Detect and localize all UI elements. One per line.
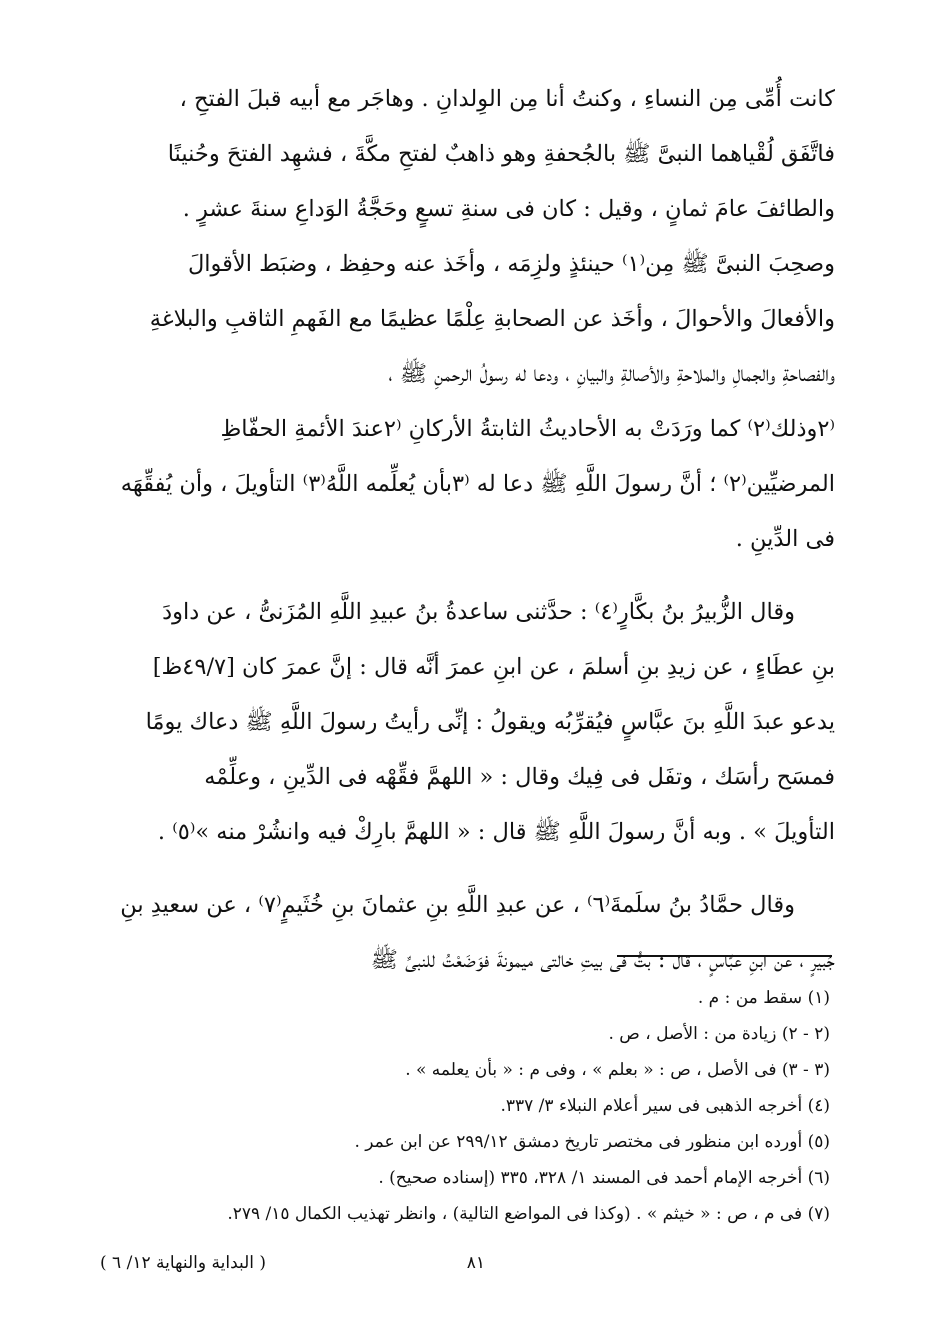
footnote: (٥) أورده ابن منظور فى مختصر تاريخ دمشق ٢٩٩/١٢ عن ابن عمر .	[354, 1132, 830, 1152]
body-line: المرضيِّين⁽٢⁾ ؛ أنَّ رسولَ اللَّهِ ﷺ دعا له ⁽٣بأن يُعلِّمه اللَّهُ⁽٣⁾ التأويلَ ، وأن يُفقِّهَه	[120, 471, 835, 497]
body-line: فى الدِّينِ .	[735, 526, 835, 552]
body-line: وقال الزُّبيرُ بنُ بكَّارٍ⁽٤⁾ : حدَّثنى ساعدةُ بنُ عبيدِ اللَّهِ المُزَنىُّ ، عن داودَ	[162, 599, 795, 625]
footnote: (٤) أخرجه الذهبى فى سير أعلام النبلاء ٣/ ٣٣٧.	[500, 1096, 830, 1116]
footnote: (٦) أخرجه الإمام أحمد فى المسند ١/ ٣٢٨، ٣٣٥ (إسناده صحيح) .	[378, 1168, 830, 1188]
body-line: فمسَح رأسَك ، وتفَل فى فِيك وقال : « اللهمَّ فقِّهْه فى الدِّينِ ، وعلِّمْه	[204, 764, 835, 790]
body-line: والفصاحةِ والجمالِ والملاحةِ والأصالةِ والبيانِ ، ودعا له رسولُ الرحمنِ ﷺ ،	[388, 361, 835, 387]
page-footer	[100, 1248, 830, 1278]
body-line: كانت أُمِّى مِن النساءِ ، وكنتُ أنا مِن الوِلدانِ . وهاجَر مع أبيه قبلَ الفتحِ ،	[179, 86, 835, 112]
footnote: (٢ - ٢) زيادة من : الأصل ، ص .	[608, 1024, 830, 1044]
body-line: وصحِبَ النبىَّ ﷺ مِن⁽١⁾ حينئذٍ ولزِمَه ، وأخَذ عنه وحفِظ ، وضبَط الأقوالَ	[187, 251, 835, 277]
body-line: بنِ عطَاءٍ ، عن زيدِ بنِ أسلمَ ، عن ابنِ عمرَ أنَّه قال : إنَّ عمرَ كان [٤٩/٧ظ]	[152, 654, 835, 680]
footnote: (٣ - ٣) فى الأصل ، ص : « بعلم » ، وفى م : « بأن يعلمه » .	[405, 1060, 830, 1080]
body-line: يدعو عبدَ اللَّهِ بنَ عبَّاسٍ فيُقرِّبُه ويقولُ : إنِّى رأيتُ رسولَ اللَّهِ ﷺ دعاك يومًا	[145, 709, 835, 735]
footnote: (٧) فى م ، ص : « خيثم » . (وكذا فى المواضع التالية) ، وانظر تهذيب الكمال ١٥/ ٢٧٩.	[227, 1204, 830, 1224]
body-line: وقال حمَّادُ بنُ سلَمةَ⁽٦⁾ ، عن عبدِ اللَّهِ بنِ عثمانَ بنِ خُثَيمٍ⁽٧⁾ ، عن سعيدِ بنِ	[120, 892, 795, 918]
main-text	[115, 72, 835, 988]
body-line: فاتَّفَق لُقْياهما النبىَّ ﷺ بالجُحفةِ وهو ذاهبٌ لفتحِ مكَّةَ ، فشهِد الفتحَ وحُنينًا	[167, 141, 835, 167]
page-number: ٨١	[466, 1253, 485, 1273]
book-reference: ( البداية والنهاية ١٢/ ٦ )	[100, 1253, 267, 1273]
body-line: جُبيرٍ ، عن ابنِ عبَّاسٍ ، قال : بتُّ فى بيتِ خالتى ميمونةَ فوَضَعْتُ للنبىِّ ﷺ	[370, 947, 835, 973]
body-line: والأفعالَ والأحوالَ ، وأخَذ عن الصحابةِ عِلْمًا عظيمًا مع الفَهمِ الثاقبِ والبلاغةِ	[149, 306, 835, 332]
paragraph-gap	[115, 567, 835, 585]
body-line: ⁽٢وذلك⁽٢⁾ كما ورَدَتْ به الأحاديثُ الثابتةُ الأركانِ ⁽٢عندَ الأئمةِ الحفّاظِ	[220, 416, 835, 442]
footnote: (١) سقط من : م .	[697, 988, 830, 1008]
footnote-divider	[617, 955, 832, 957]
body-line: التأويلَ » . وبه أنَّ رسولَ اللَّهِ ﷺ قال : « اللهمَّ بارِكْ فيه وانشُرْ منه »⁽٥⁾ .	[157, 819, 835, 845]
paragraph-gap	[115, 860, 835, 878]
body-line: والطائفَ عامَ ثمانٍ ، وقيل : كان فى سنةِ تسعٍ وحَجَّةُ الوَداعِ سنةَ عشرٍ .	[182, 196, 835, 222]
footnotes	[150, 980, 830, 1232]
